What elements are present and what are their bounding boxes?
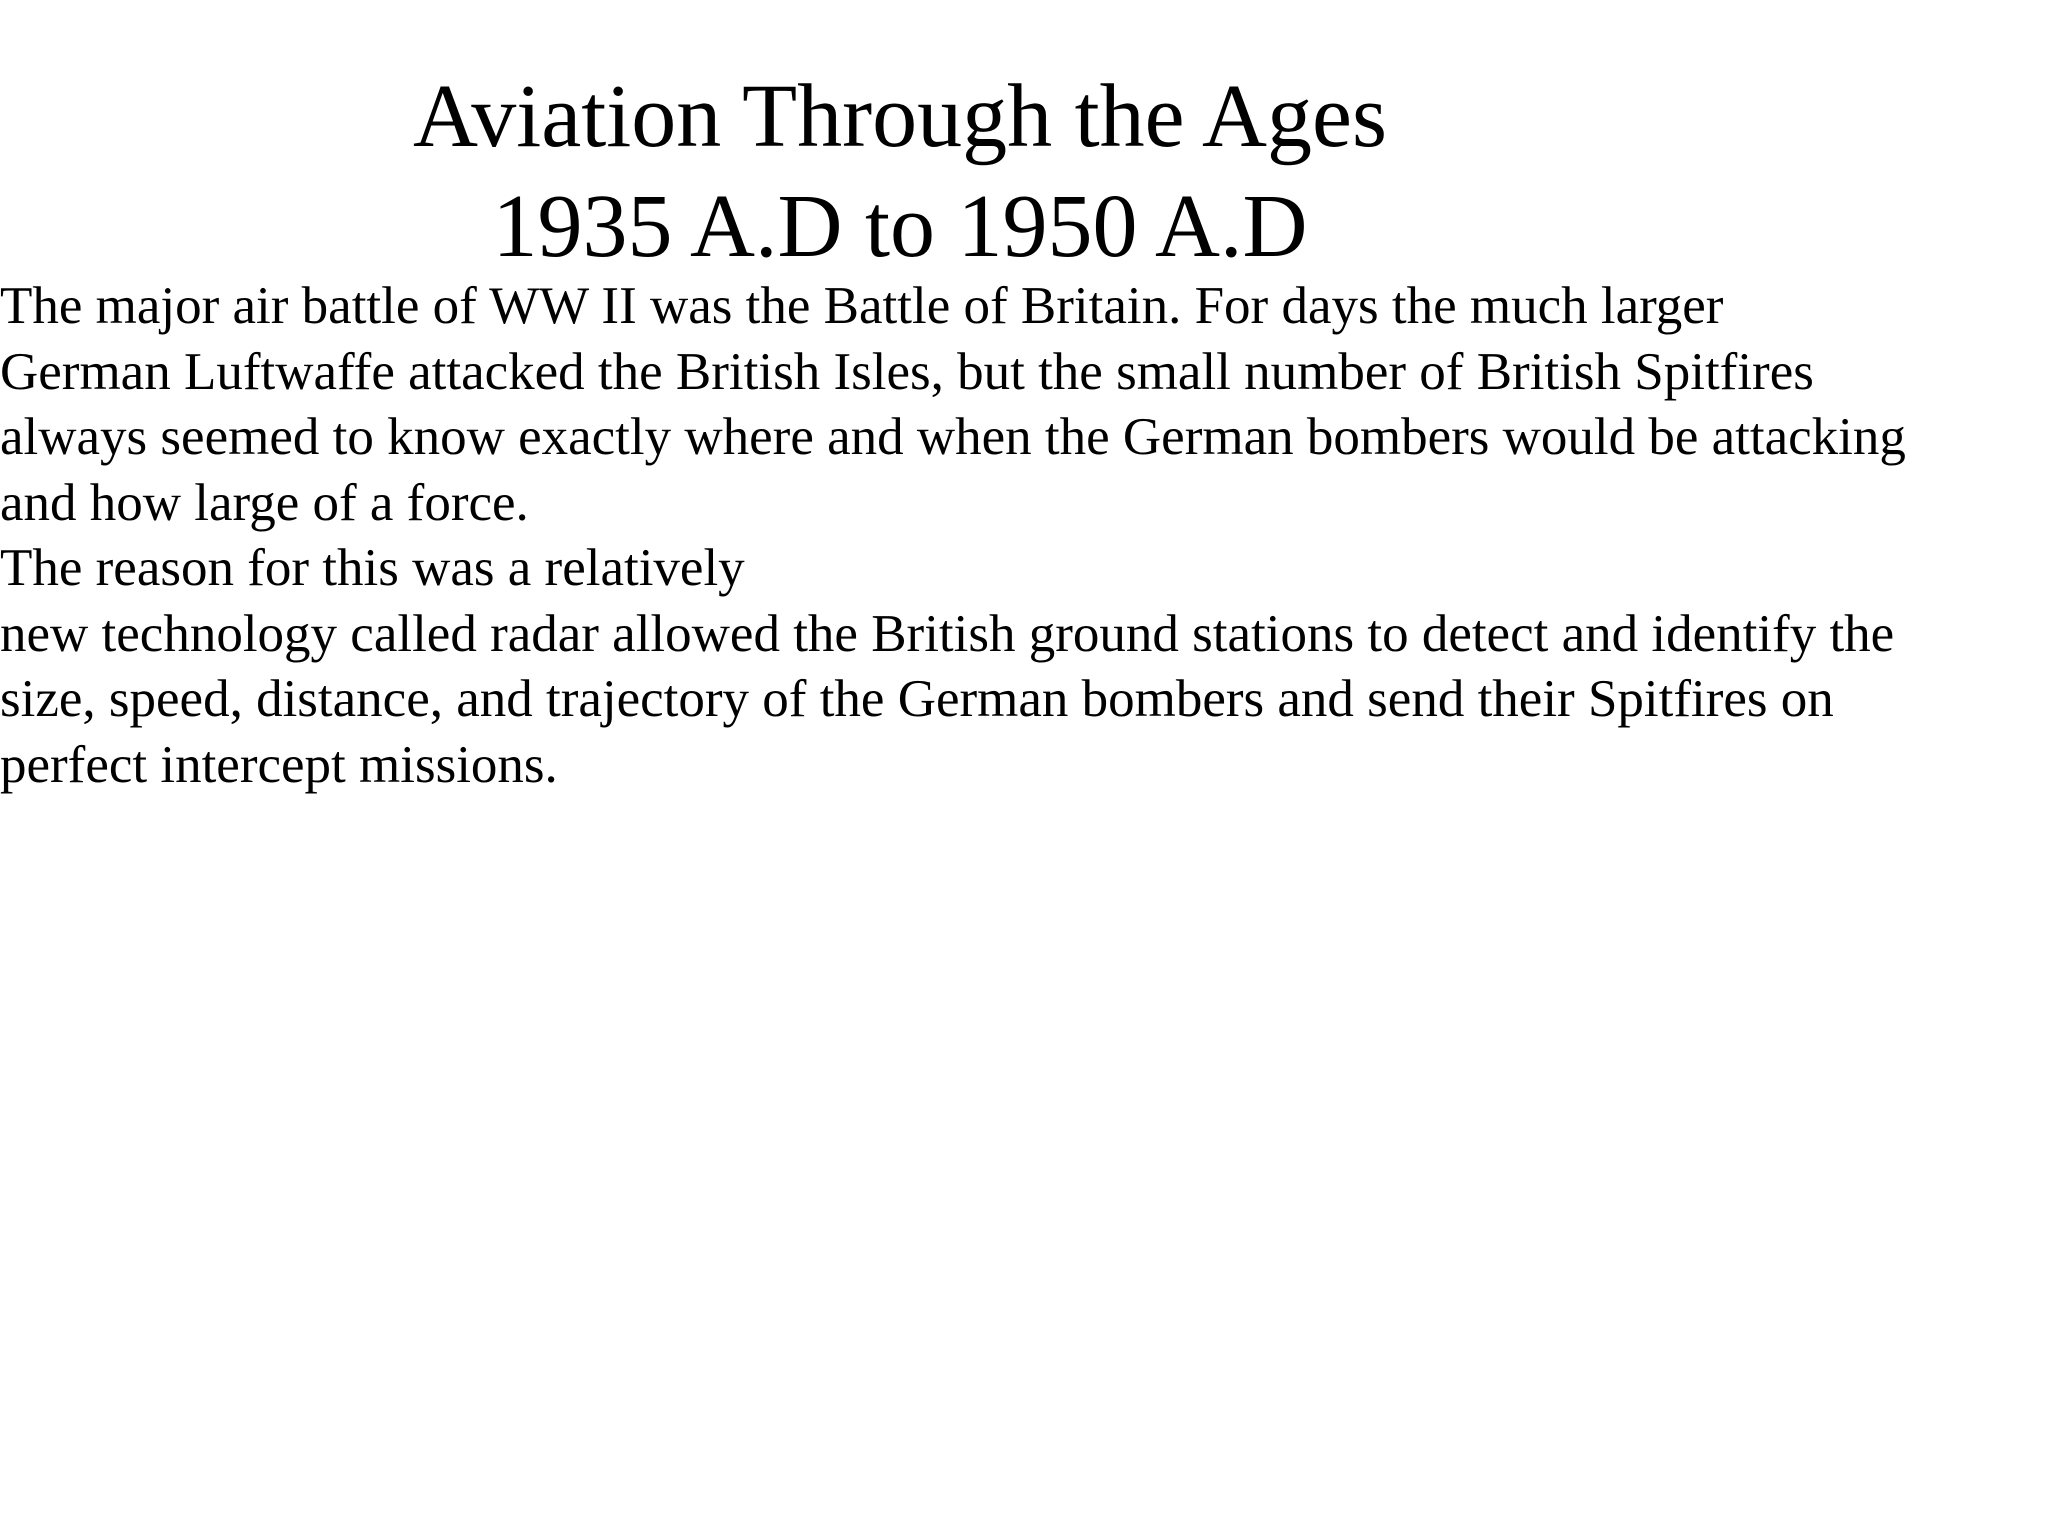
body-line-8: perfect intercept missions.	[0, 735, 558, 794]
body-line-1: The major air battle of WW II was the Battle of Britain. For days the much larger	[0, 277, 1724, 335]
body-line-3: always seemed to know exactly where and when the German bombers would be attacking	[0, 408, 1906, 466]
body-line-6: new technology called radar allowed the British ground stations to detect and identify the	[0, 604, 1895, 663]
body-line-4: and how large of a force.	[0, 473, 529, 532]
title-line-1: Aviation Through the Ages	[412, 67, 1388, 166]
body-line-5: The reason for this was a relatively	[0, 539, 745, 597]
title-line-2: 1935 A.D to 1950 A.D	[492, 177, 1308, 276]
slide-body-text	[0, 274, 2048, 798]
body-line-7: size, speed, distance, and trajectory of the German bombers and send their Spitfires on	[0, 670, 1834, 728]
slide-title	[0, 62, 1800, 282]
body-line-2: German Luftwaffe attacked the British Isles, but the small number of British Spitfires	[0, 342, 1814, 401]
